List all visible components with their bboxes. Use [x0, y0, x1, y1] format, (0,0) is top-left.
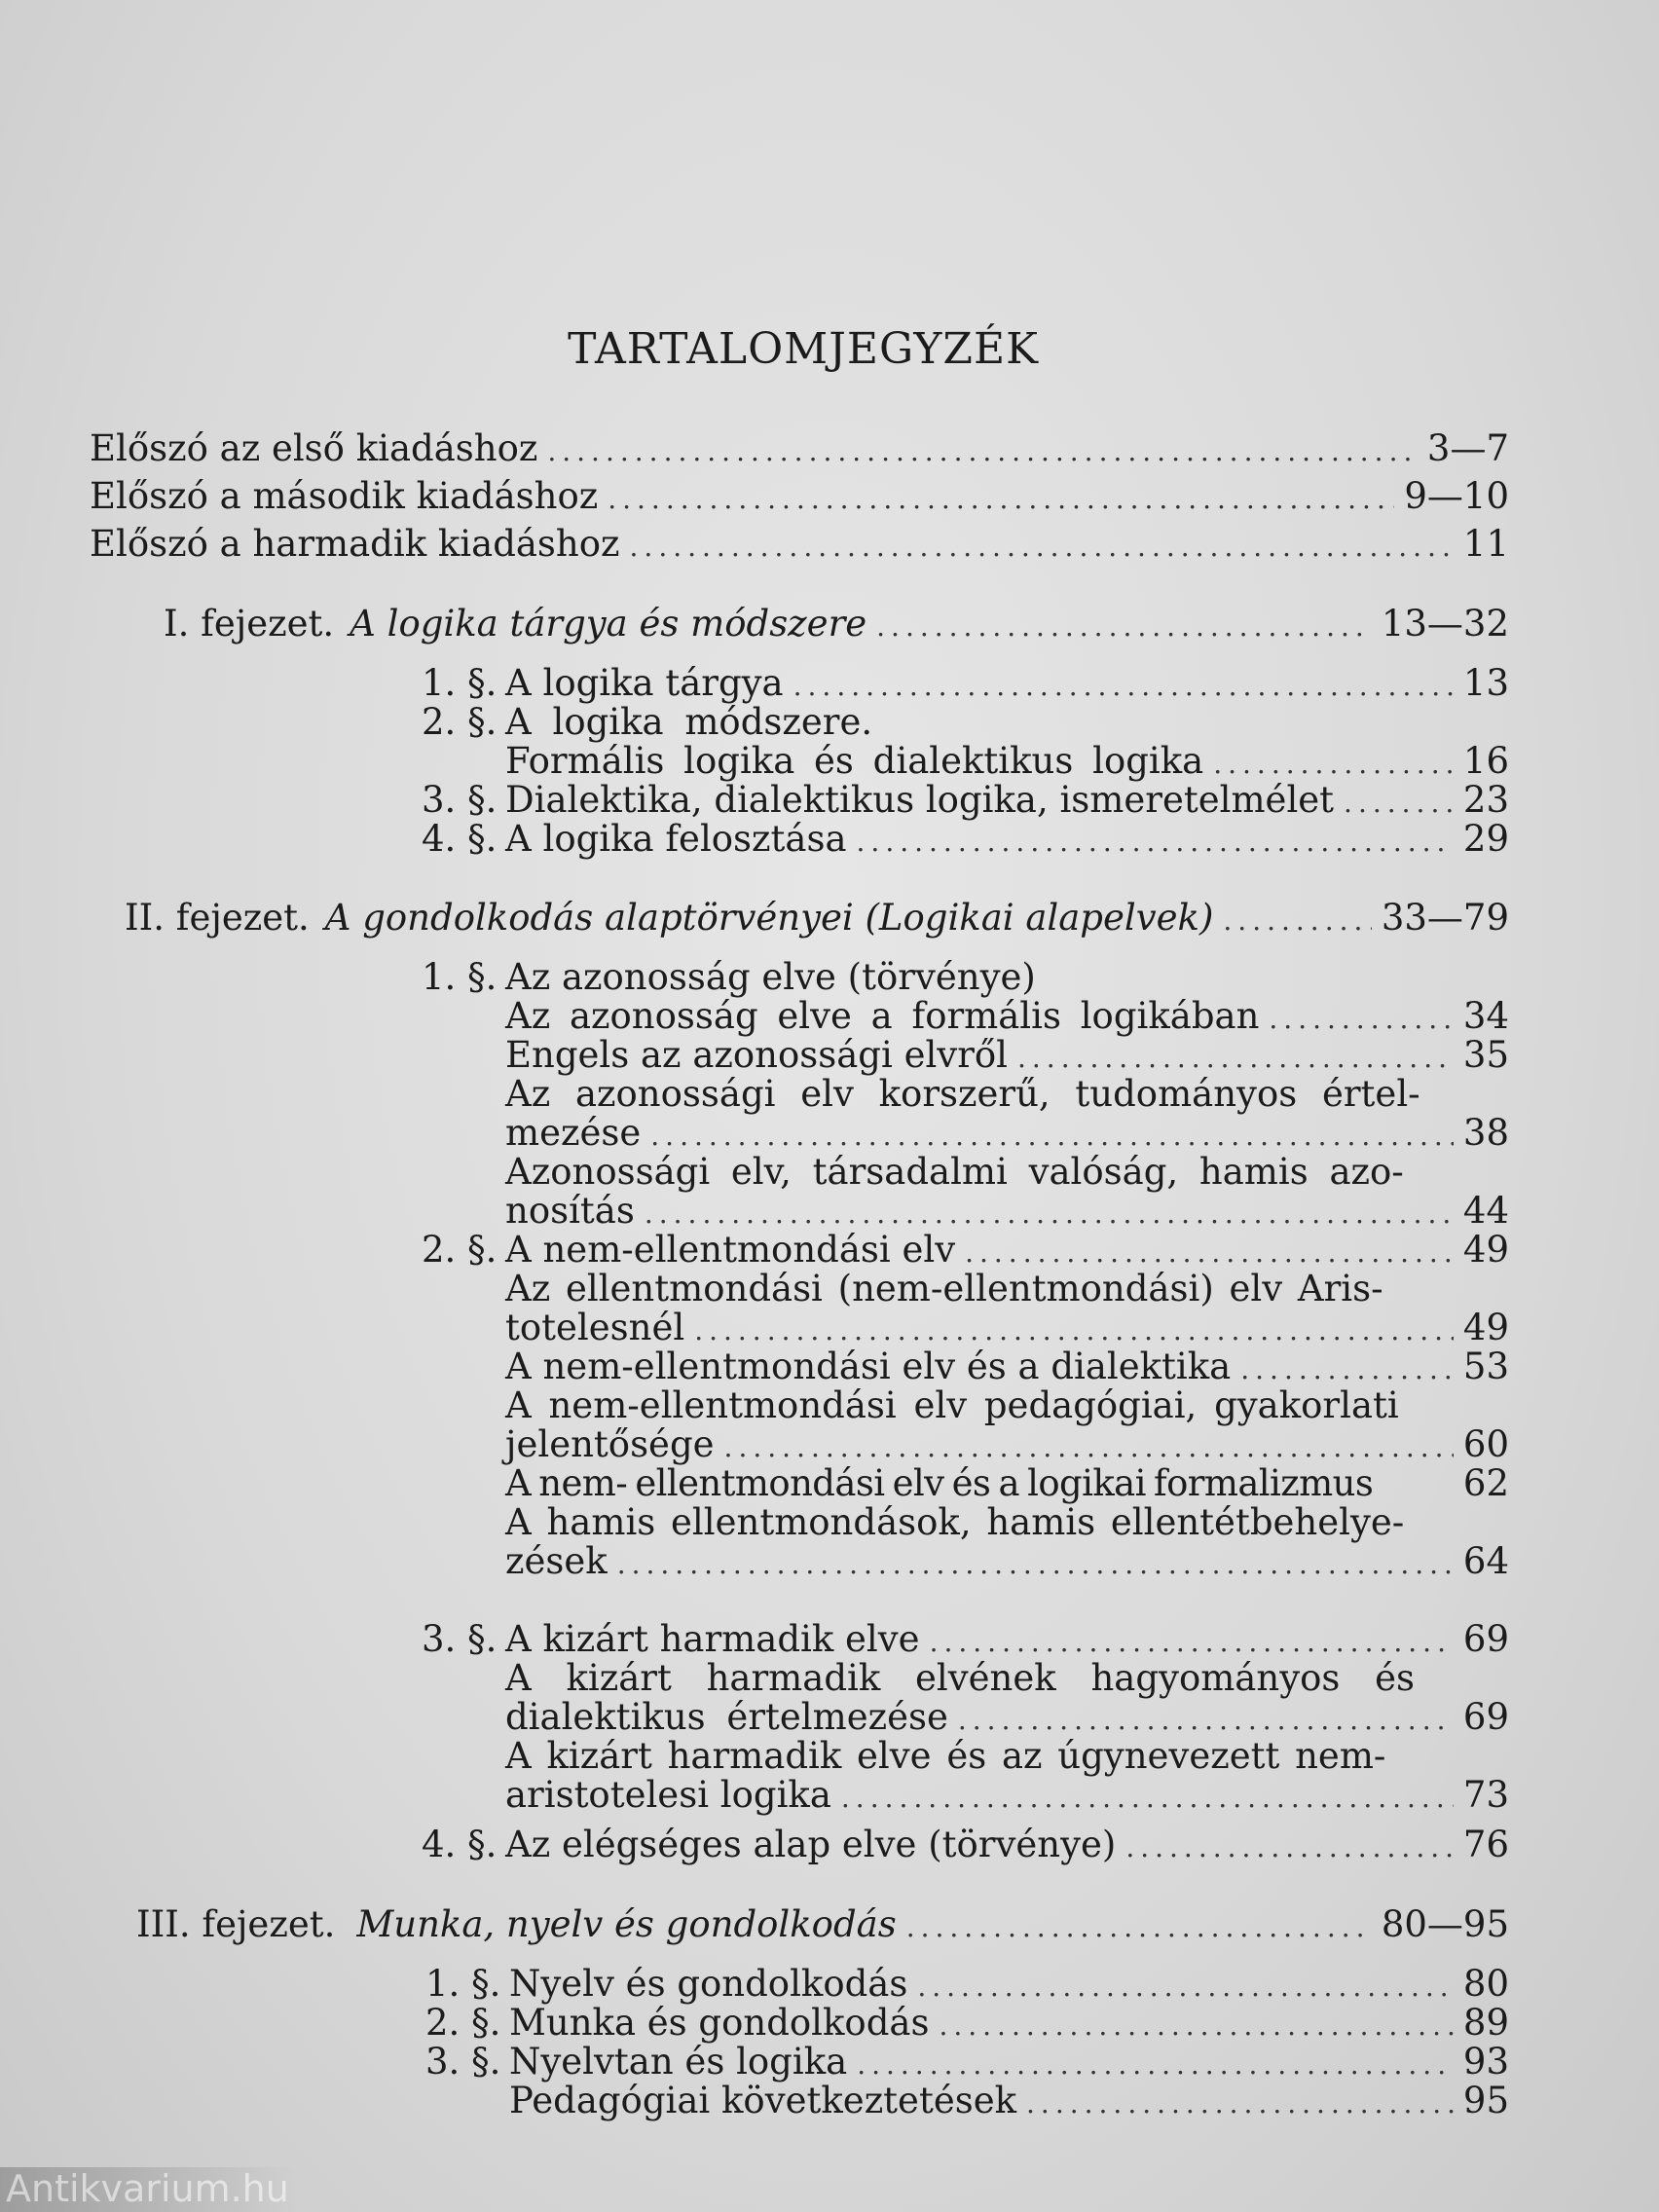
section-page: 69 — [1462, 1618, 1509, 1660]
subentry-page: 44 — [1462, 1190, 1509, 1232]
toc-section — [422, 818, 1509, 860]
leader-dots — [547, 438, 1418, 465]
toc-subentry — [505, 1346, 1509, 1387]
subentry-page: 34 — [1462, 995, 1509, 1037]
leader-dots — [1213, 751, 1454, 778]
toc-entry-page: 11 — [1462, 523, 1509, 565]
toc-subentry-cont — [505, 1190, 1509, 1232]
leader-dots — [617, 1551, 1454, 1578]
section-number: 1. §. — [425, 1963, 501, 2005]
subentry-page: 73 — [1462, 1774, 1509, 1816]
chapter-prefix: I. fejezet. — [164, 603, 335, 645]
section-number: 3. §. — [422, 779, 498, 821]
leader-dots — [793, 673, 1454, 700]
section-label: Nyelvtan és logika — [509, 2041, 848, 2083]
section-number: 2. §. — [422, 1229, 498, 1271]
section-page: 80 — [1462, 1963, 1509, 2005]
toc-subentry-cont — [505, 1309, 1509, 1346]
toc-entry-page: 3—7 — [1426, 427, 1509, 469]
leader-dots — [965, 1239, 1454, 1267]
toc-subentry — [505, 1501, 1430, 1543]
toc-subentry — [505, 1657, 1430, 1699]
chapter-title: A logika tárgya és módszere — [350, 603, 867, 645]
subentry-page: 64 — [1462, 1540, 1509, 1582]
toc-entry-label: Előszó a harmadik kiadáshoz — [90, 523, 620, 565]
section-page: 49 — [1462, 1229, 1509, 1271]
toc-section — [422, 1229, 1509, 1271]
toc-subentry-cont — [505, 1774, 1509, 1816]
section-number: 3. §. — [422, 1618, 498, 1660]
toc-subentry-cont — [505, 1423, 1509, 1465]
toc-section — [425, 2002, 1509, 2044]
toc-section — [422, 779, 1509, 821]
subentry-page: 60 — [1462, 1423, 1509, 1465]
leader-dots — [841, 1785, 1454, 1812]
subentry-page: 38 — [1462, 1112, 1509, 1154]
section-number: 1. §. — [422, 662, 498, 704]
subentry-label: Azonossági elv, társadalmi valóság, hamis azo- — [505, 1151, 1404, 1193]
toc-chapter-3 — [136, 1903, 1509, 1945]
section-page: 13 — [1462, 662, 1509, 704]
subentry-label: nosítás — [505, 1190, 635, 1232]
toc-subentry — [505, 1384, 1430, 1426]
leader-dots — [694, 1317, 1454, 1345]
leader-dots — [724, 1434, 1454, 1461]
toc-subentry — [505, 1462, 1509, 1504]
toc-entry-label: Előszó a második kiadáshoz — [90, 475, 599, 517]
toc-subentry — [505, 1268, 1430, 1309]
subentry-label: A kizárt harmadik elvének hagyományos és — [505, 1657, 1415, 1699]
section-label: A logika módszere. — [505, 701, 873, 743]
subentry-label: Az ellentmondási (nem-ellentmondási) elv Aris- — [505, 1268, 1383, 1309]
chapter-pages: 13—32 — [1381, 603, 1509, 645]
toc-subentry-cont — [505, 1112, 1509, 1154]
toc-section — [509, 2080, 1509, 2121]
watermark-text: Antikvarium.hu — [0, 2167, 297, 2212]
subentry-label: A nem-ellentmondási elv pedagógiai, gyakorlati — [505, 1384, 1399, 1426]
leader-dots — [608, 486, 1394, 513]
section-label: Az elégséges alap elve (törvénye) — [505, 1824, 1117, 1865]
chapter-prefix: II. fejezet. — [125, 897, 310, 939]
toc-subentry-cont — [505, 1696, 1509, 1738]
leader-dots — [930, 1629, 1454, 1656]
subentry-label: mezése — [505, 1112, 642, 1154]
chapter-title: A gondolkodás alaptörvényei (Logikai alapelvek) — [324, 897, 1214, 939]
toc-chapter-2 — [125, 897, 1509, 939]
section-page: 16 — [1462, 740, 1509, 782]
section-number: 1. §. — [422, 956, 498, 998]
subentry-page: 69 — [1462, 1696, 1509, 1738]
subentry-label: Az azonossági elv korszerű, tudományos értel- — [505, 1073, 1420, 1115]
section-heading: A nem-ellentmondási elv — [505, 1229, 956, 1271]
leader-dots — [1240, 1356, 1454, 1383]
toc-subentry-cont — [505, 1540, 1509, 1582]
leader-dots — [857, 2051, 1454, 2079]
leader-dots — [857, 829, 1454, 856]
section-number: 2. §. — [422, 701, 498, 743]
toc-entry-page: 9—10 — [1404, 475, 1509, 517]
section-heading: A kizárt harmadik elve — [505, 1618, 920, 1660]
leader-dots — [906, 1914, 1372, 1941]
subentry-page: 62 — [1462, 1462, 1509, 1504]
chapter-pages: 33—79 — [1381, 897, 1509, 939]
toc-subentry — [505, 1073, 1430, 1115]
subentry-label: totelesnél — [505, 1307, 685, 1348]
chapter-prefix: III. fejezet. — [136, 1903, 336, 1945]
toc-section — [422, 1824, 1509, 1865]
subentry-page: 53 — [1462, 1346, 1509, 1387]
leader-dots — [650, 1123, 1454, 1150]
subentry-label: A hamis ellentmondások, hamis ellentétbehelye- — [505, 1501, 1405, 1543]
toc-chapter-1 — [164, 603, 1509, 645]
leader-dots — [958, 1707, 1454, 1734]
section-page: 76 — [1462, 1824, 1509, 1865]
toc-section — [425, 1963, 1509, 2005]
subentry-label: A nem-ellentmondási elv és a dialektika — [505, 1346, 1232, 1387]
section-label: Formális logika és dialektikus logika — [505, 740, 1204, 782]
toc-subentry — [505, 1735, 1430, 1777]
toc-subentry — [505, 1034, 1509, 1076]
leader-dots — [1223, 907, 1371, 935]
section-number: 4. §. — [422, 1824, 498, 1865]
toc-title: TARTALOMJEGYZÉK — [568, 324, 1039, 374]
section-page: 89 — [1462, 2002, 1509, 2044]
section-page: 93 — [1462, 2041, 1509, 2083]
subentry-label: zések — [505, 1540, 608, 1582]
toc-section — [422, 662, 1509, 704]
leader-dots — [630, 534, 1454, 561]
subentry-label: A nem- ellentmondási elv és a logikai formalizmus — [505, 1462, 1374, 1504]
leader-dots — [939, 2012, 1453, 2040]
section-label: A logika felosztása — [505, 818, 847, 860]
section-page: 29 — [1462, 818, 1509, 860]
leader-dots — [876, 613, 1372, 641]
section-label: Munka és gondolkodás — [509, 2002, 930, 2044]
subentry-label: Az azonosság elve a formális logikában — [505, 995, 1260, 1037]
section-page: 23 — [1462, 779, 1509, 821]
section-number: 3. §. — [425, 2041, 501, 2083]
toc-entry-foreword-3 — [90, 523, 1509, 565]
toc-section — [422, 701, 1509, 743]
section-label: A logika tárgya — [505, 662, 784, 704]
section-number: 4. §. — [422, 818, 498, 860]
subentry-page: 35 — [1462, 1034, 1509, 1076]
section-label: Nyelv és gondolkodás — [509, 1963, 908, 2005]
section-number: 2. §. — [425, 2002, 501, 2044]
section-heading: Az azonosság elve (törvénye) — [505, 956, 1036, 998]
section-label: Dialektika, dialektikus logika, ismeretelmélet — [505, 779, 1335, 821]
toc-section — [422, 956, 1509, 998]
toc-entry-foreword-1 — [90, 427, 1509, 469]
leader-dots — [1344, 790, 1454, 817]
subentry-label: Engels az azonossági elvről — [505, 1034, 1008, 1076]
toc-section-cont — [505, 740, 1509, 782]
toc-subentry — [505, 995, 1509, 1037]
toc-section — [422, 1618, 1509, 1660]
toc-entry-foreword-2 — [90, 475, 1509, 517]
leader-dots — [1026, 2090, 1454, 2118]
leader-dots — [1269, 1006, 1454, 1033]
leader-dots — [917, 1973, 1454, 2001]
subentry-page: 49 — [1462, 1307, 1509, 1348]
leader-dots — [645, 1200, 1454, 1228]
chapter-pages: 80—95 — [1381, 1903, 1509, 1945]
toc-subentry — [505, 1151, 1430, 1193]
subentry-label: jelentősége — [505, 1423, 715, 1465]
leader-dots — [1125, 1834, 1454, 1862]
leader-dots — [1017, 1045, 1454, 1072]
section-label: Pedagógiai következtetések — [509, 2080, 1017, 2121]
chapter-title: Munka, nyelv és gondolkodás — [356, 1903, 897, 1945]
section-page: 95 — [1462, 2080, 1509, 2121]
toc-section — [425, 2041, 1509, 2083]
subentry-label: dialektikus értelmezése — [505, 1696, 948, 1738]
subentry-label: aristotelesi logika — [505, 1774, 831, 1816]
subentry-label: A kizárt harmadik elve és az úgynevezett nem- — [505, 1735, 1386, 1777]
toc-entry-label: Előszó az első kiadáshoz — [90, 427, 538, 469]
